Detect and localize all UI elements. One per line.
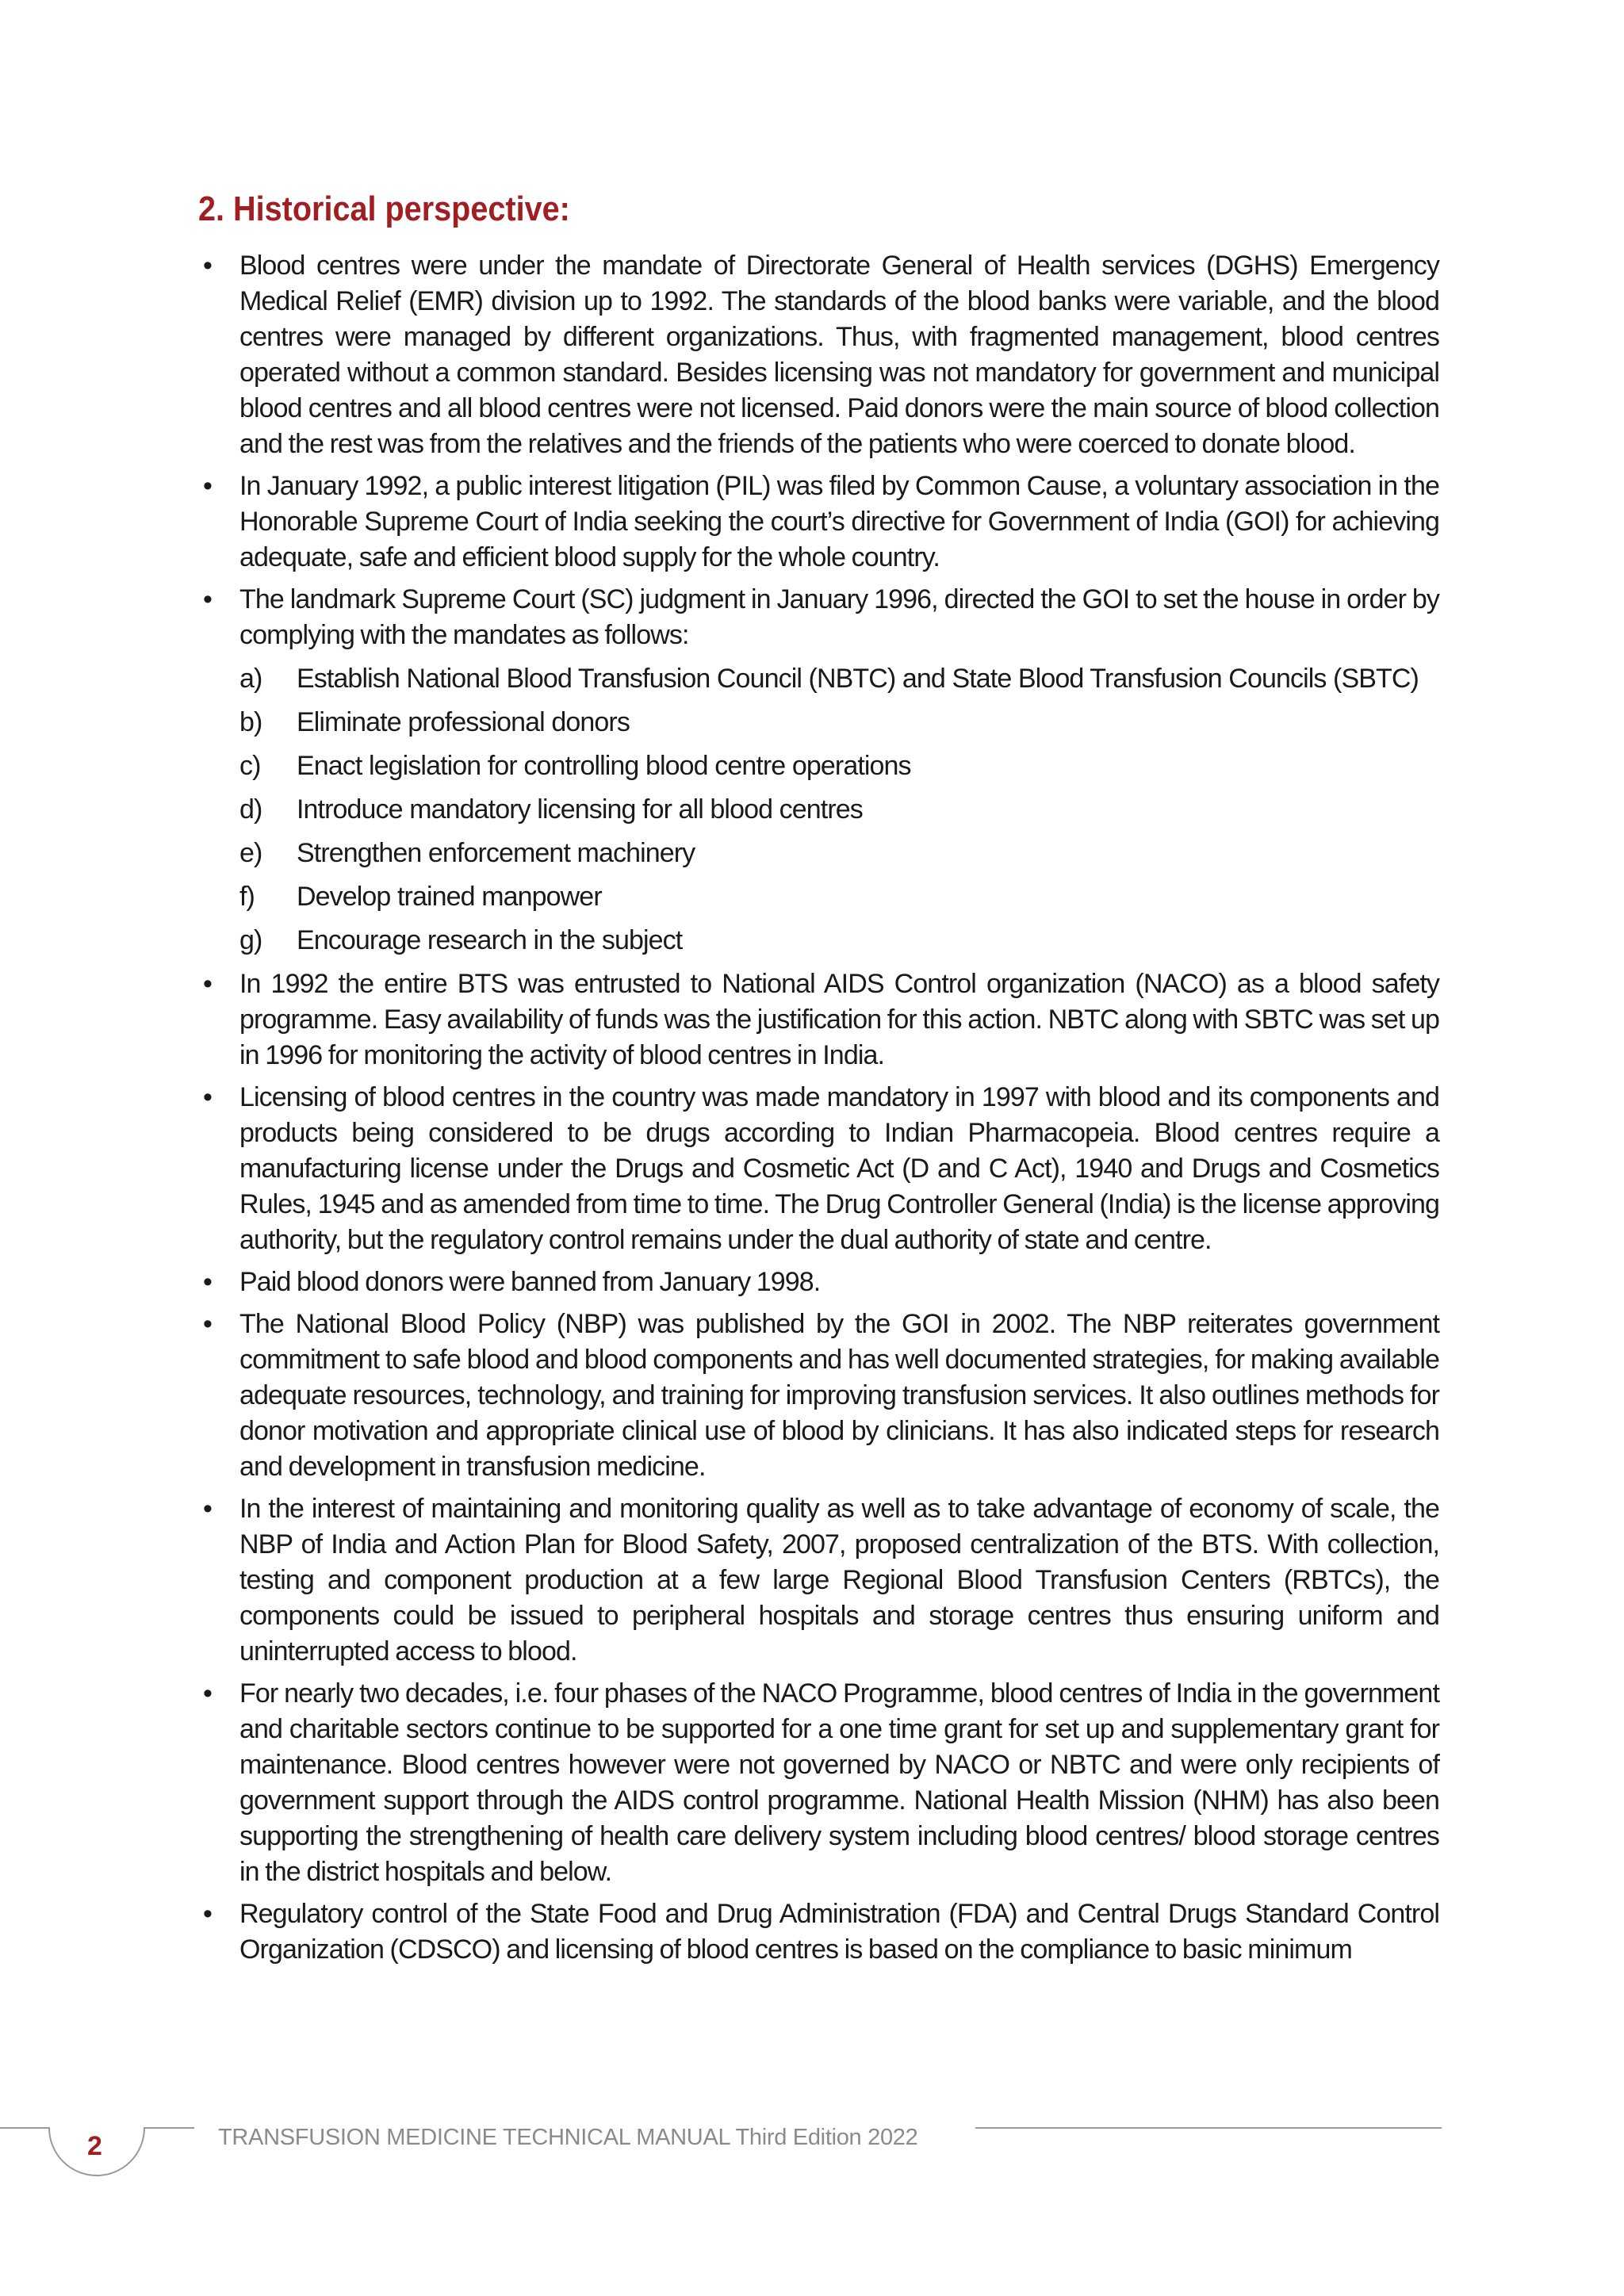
list-item	[198, 1307, 1439, 1485]
bullet-icon: •	[203, 1081, 213, 1112]
bullet-icon: •	[203, 470, 213, 501]
sub-item-text: Develop trained manpower	[297, 881, 602, 912]
list-item	[198, 469, 1439, 576]
bullet-icon: •	[203, 1898, 213, 1929]
list-item	[198, 966, 1439, 1073]
sub-list-item	[239, 836, 1439, 871]
sub-item-text: Encourage research in the subject	[297, 924, 683, 955]
bullet-icon: •	[203, 1266, 213, 1297]
sub-list-item	[239, 748, 1439, 784]
sub-item-letter: b)	[239, 706, 262, 737]
list-item	[198, 1265, 1439, 1300]
bullet-text: For nearly two decades, i.e. four phases of the NACO Programme, blood centres of India in the government and charitable sectors continue to be supported for a one time grant for set up and supplementary grant for maintenance. Blood centres however were not governed by NACO or NBTC and were only recipients of government support through the AIDS control programme. National Health Mission (NHM) has also been supporting the strengthening of health care delivery system including blood centres/ blood storage centres in the district hospitals and below.	[239, 1678, 1439, 1887]
bullet-text: In 1992 the entire BTS was entrusted to National AIDS Control organization (NACO) as a blood safety programme. Easy availability of funds was the justification for this action. NBTC along with SBTC was set up in 1996 for monitoring the activity of blood centres in India.	[239, 968, 1439, 1070]
sub-item-text: Establish National Blood Transfusion Council (NBTC) and State Blood Transfusion Councils (SBTC)	[297, 663, 1419, 694]
list-item	[198, 248, 1439, 462]
bullet-text: The National Blood Policy (NBP) was published by the GOI in 2002. The NBP reiterates government commitment to safe blood and blood components and has well documented strategies, for making available adequate resources, technology, and training for improving transfusion services. It also outlines methods for donor motivation and appropriate clinical use of blood by clinicians. It has also indicated steps for research and development in transfusion medicine.	[239, 1308, 1439, 1482]
sub-item-letter: e)	[239, 837, 262, 868]
bullet-text: Blood centres were under the mandate of Directorate General of Health services (DGHS) Emergency Medical Relief (EMR) division up to 1992. The standards of the blood banks were variable, and the blood centres were managed by different organizations. Thus, with fragmented management, blood centres operated without a common standard. Besides licensing was not mandatory for government and municipal blood centres and all blood centres were not licensed. Paid donors were the main source of blood collection and the rest was from the relatives and the friends of the patients who were coerced to donate blood.	[239, 250, 1439, 459]
bullet-text: Regulatory control of the State Food and Drug Administration (FDA) and Central Drugs Standard Control Organization (CDSCO) and licensing of blood centres is based on the compliance to basic minimum	[239, 1898, 1439, 1965]
bullet-icon: •	[203, 1493, 213, 1524]
sub-list-item	[239, 661, 1439, 697]
sub-list-item	[239, 923, 1439, 959]
sub-list-item	[239, 705, 1439, 740]
bullet-list	[198, 248, 1439, 1968]
bullet-icon: •	[203, 968, 213, 999]
list-item	[198, 1896, 1439, 1968]
bullet-text: In January 1992, a public interest litigation (PIL) was filed by Common Cause, a voluntary association in the Honorable Supreme Court of India seeking the court’s directive for Government of India (GOI) for achieving adequate, safe and efficient blood supply for the whole country.	[239, 470, 1439, 572]
bullet-icon: •	[203, 584, 213, 614]
bullet-text: The landmark Supreme Court (SC) judgment in January 1996, directed the GOI to set the house in order by complying with the mandates as follows:	[239, 584, 1439, 650]
sub-list-item	[239, 879, 1439, 915]
sub-item-text: Strengthen enforcement machinery	[297, 837, 695, 868]
bullet-text: Licensing of blood centres in the country was made mandatory in 1997 with blood and its components and products being considered to be drugs according to Indian Pharmacopeia. Blood centres require a manufacturing license under the Drugs and Cosmetic Act (D and C Act), 1940 and Drugs and Cosmetics Rules, 1945 and as amended from time to time. The Drug Controller General (India) is the license approving authority, but the regulatory control remains under the dual authority of state and centre.	[239, 1081, 1439, 1255]
sub-item-text: Introduce mandatory licensing for all blood centres	[297, 794, 863, 825]
page-footer	[0, 2101, 1624, 2196]
sub-item-letter: c)	[239, 750, 261, 781]
bullet-icon: •	[203, 1308, 213, 1339]
list-item	[198, 1676, 1439, 1890]
sub-item-text: Eliminate professional donors	[297, 706, 630, 737]
list-item	[198, 1491, 1439, 1670]
mandate-sublist	[239, 661, 1439, 959]
page-number: 2	[87, 2131, 102, 2161]
sub-item-letter: d)	[239, 794, 262, 825]
sub-item-letter: g)	[239, 924, 262, 955]
bullet-icon: •	[203, 250, 213, 281]
sub-item-text: Enact legislation for controlling blood centre operations	[297, 750, 911, 781]
bullet-icon: •	[203, 1678, 213, 1709]
list-item	[198, 1080, 1439, 1258]
main-content	[198, 189, 1439, 1974]
bullet-text: In the interest of maintaining and monitoring quality as well as to take advantage of economy of scale, the NBP of India and Action Plan for Blood Safety, 2007, proposed centralization of the BTS. With collection, testing and component production at a few large Regional Blood Transfusion Centers (RBTCs), the components could be issued to peripheral hospitals and storage centres thus ensuring uniform and uninterrupted access to blood.	[239, 1493, 1439, 1667]
list-item	[198, 582, 1439, 959]
sub-list-item	[239, 792, 1439, 828]
sub-item-letter: f)	[239, 881, 255, 912]
footer-title: TRANSFUSION MEDICINE TECHNICAL MANUAL Third Edition 2022	[218, 2125, 918, 2150]
bullet-text: Paid blood donors were banned from January 1998.	[239, 1266, 821, 1297]
sub-item-letter: a)	[239, 663, 262, 694]
section-heading: 2. Historical perspective:	[198, 189, 570, 228]
